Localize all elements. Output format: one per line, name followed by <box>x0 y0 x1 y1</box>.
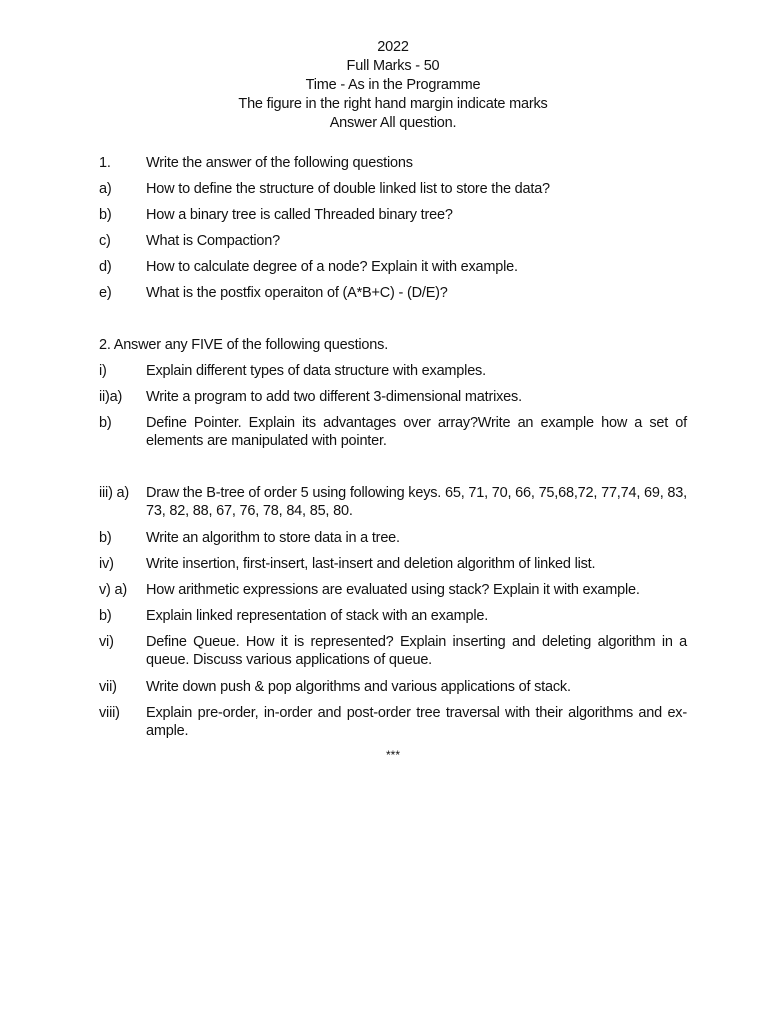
question-2-v-a <box>99 581 687 599</box>
question-2-ii-a <box>99 388 687 406</box>
question-2-iii-a <box>99 484 687 520</box>
item-text: How arithmetic expressions are evaluated using stack? Explain it with example. <box>146 582 640 598</box>
question-1 <box>99 154 687 172</box>
question-1e <box>99 284 687 302</box>
item-text: How to calculate degree of a node? Explain it with example. <box>146 259 518 275</box>
item-label: d) <box>99 259 112 275</box>
question-2-heading: 2. Answer any FIVE of the following questions. <box>99 337 389 353</box>
item-text: What is the postfix operaiton of (A*B+C) - (D/E)? <box>146 285 448 301</box>
question-2-viii <box>99 704 687 740</box>
item-label: a) <box>99 181 112 197</box>
item-label: b) <box>99 207 112 223</box>
item-text: Write an algorithm to store data in a tree. <box>146 530 400 546</box>
question-2-ii-b <box>99 414 687 450</box>
item-text: How a binary tree is called Threaded binary tree? <box>146 207 453 223</box>
exam-header <box>0 38 768 133</box>
question-2-v-b <box>99 607 687 625</box>
item-label: b) <box>99 608 112 624</box>
exam-time: Time - As in the Programme <box>305 77 481 93</box>
question-2-iv <box>99 555 687 573</box>
end-mark: *** <box>385 748 400 762</box>
item-label: vii) <box>99 679 117 695</box>
item-text: Define Pointer. Explain its advantages over array?Write an example how a set of elements are manipulated with pointer. <box>146 415 687 449</box>
item-label: c) <box>99 233 111 249</box>
margin-note: The figure in the right hand margin indicate marks <box>238 96 548 112</box>
item-text: Write insertion, first-insert, last-insert and deletion algorithm of linked list. <box>146 556 596 572</box>
question-number: 1. <box>99 155 111 171</box>
item-text: What is Compaction? <box>146 233 281 249</box>
question-2-vi <box>99 633 687 669</box>
item-text: Draw the B-tree of order 5 using following keys. 65, 71, 70, 66, 75,68,72, 77,74, 69, 83, 73, 82, 88, 67, 76, 78, 84, 85, 80. <box>146 485 687 519</box>
question-1a <box>99 180 687 198</box>
question-2-vii <box>99 678 687 696</box>
item-text: Write a program to add two different 3-dimensional matrixes. <box>146 389 522 405</box>
item-label: b) <box>99 530 112 546</box>
item-text: Explain pre-order, in-order and post-order tree traversal with their algorithms and ex-ample. <box>146 705 687 739</box>
item-label: ii)a) <box>99 389 123 405</box>
question-2-iii-b <box>99 529 687 547</box>
item-label: viii) <box>99 705 120 721</box>
question-1b <box>99 206 687 224</box>
item-text: Write down push & pop algorithms and various applications of stack. <box>146 679 571 695</box>
item-label: b) <box>99 415 112 431</box>
question-1c <box>99 232 687 250</box>
question-1d <box>99 258 687 276</box>
exam-year: 2022 <box>377 39 409 55</box>
item-text: How to define the structure of double linked list to store the data? <box>146 181 550 197</box>
item-text: Explain linked representation of stack with an example. <box>146 608 489 624</box>
item-label: e) <box>99 285 112 301</box>
item-label: v) a) <box>99 582 128 598</box>
item-label: iii) a) <box>99 485 130 501</box>
question-2-i <box>99 362 687 380</box>
item-label: iv) <box>99 556 114 572</box>
item-text: Explain different types of data structure with examples. <box>146 363 486 379</box>
item-label: vi) <box>99 634 114 650</box>
item-text: Define Queue. How it is represented? Explain inserting and deleting algorithm in a queue. Discuss various applications of queue. <box>146 634 687 668</box>
question-text: Write the answer of the following questions <box>146 155 413 171</box>
item-label: i) <box>99 363 107 379</box>
instruction: Answer All question. <box>329 115 457 131</box>
full-marks: Full Marks - 50 <box>346 58 440 74</box>
